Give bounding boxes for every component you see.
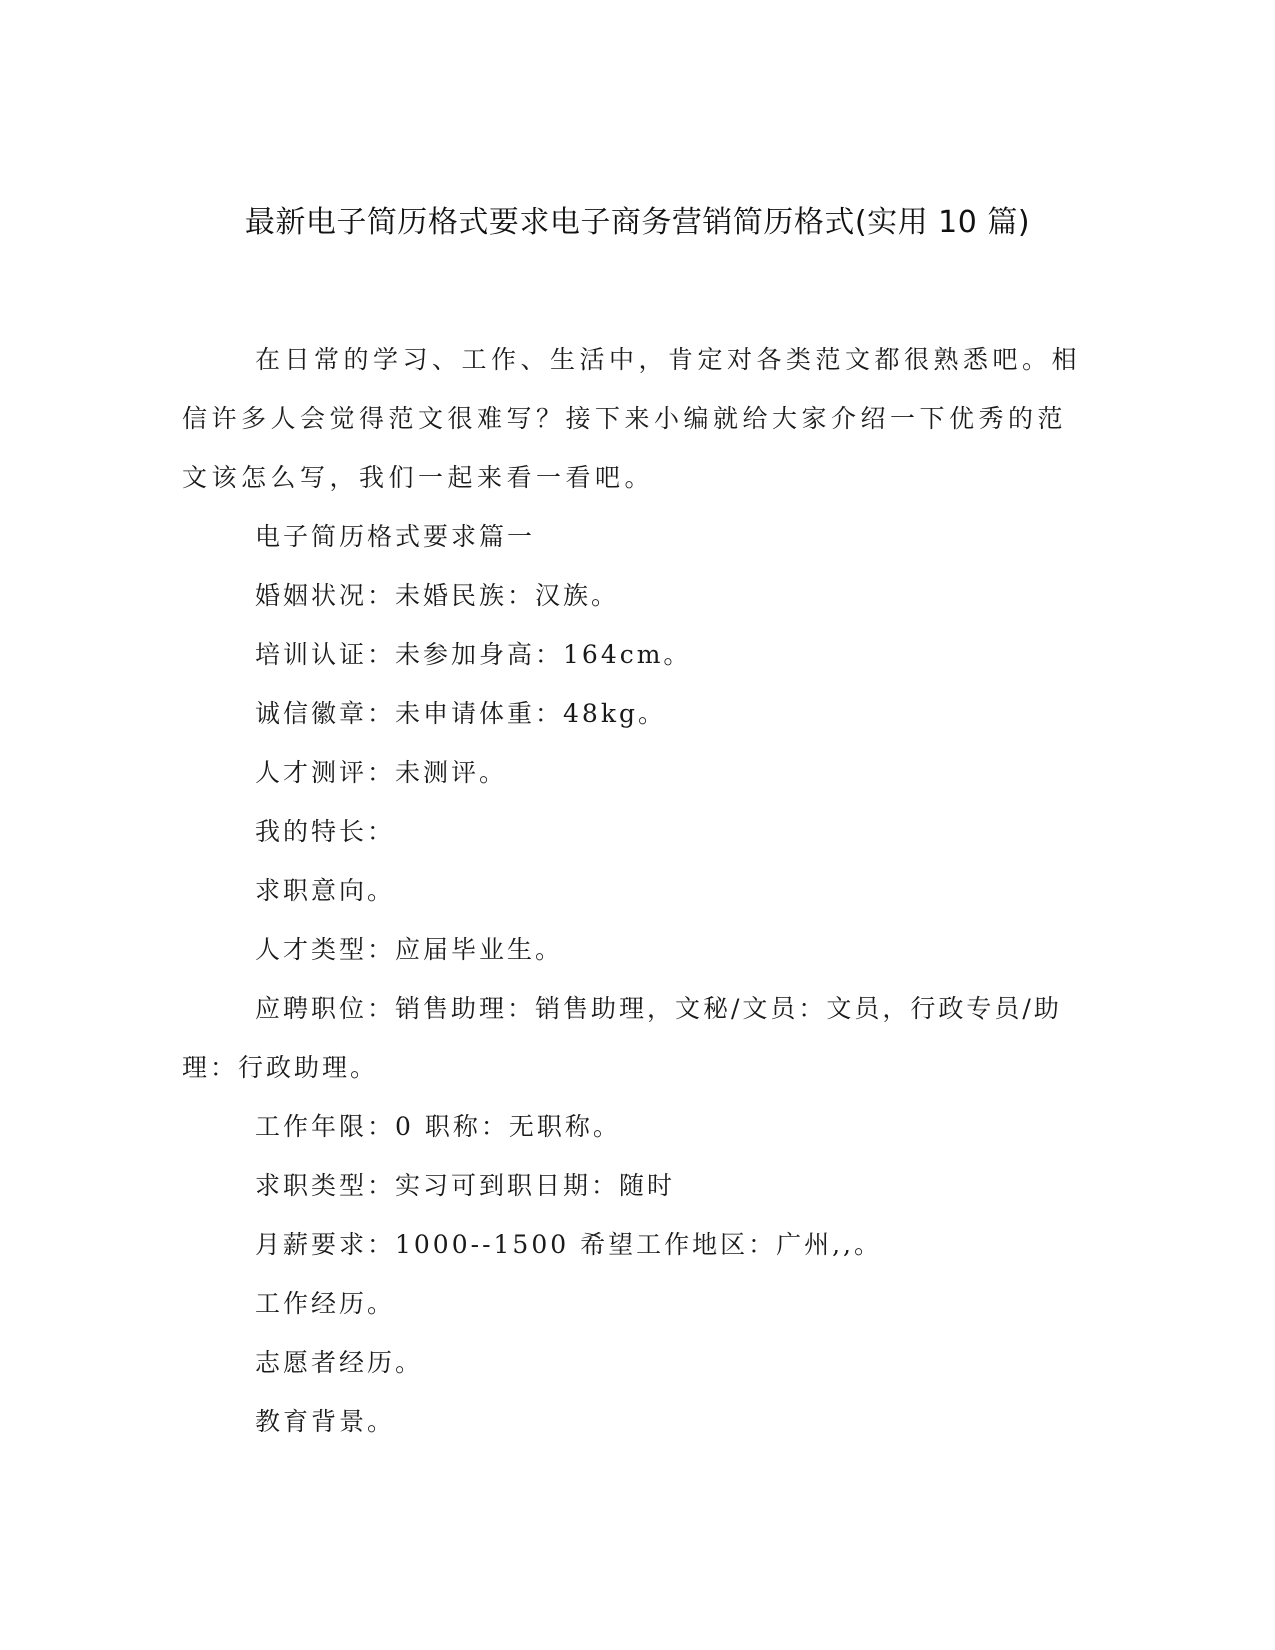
talent-type-line: 人才类型：应届毕业生。 [255,935,564,964]
document-body [182,330,1082,1451]
marital-status-line: 婚姻状况：未婚民族：汉族。 [255,581,620,610]
training-certification-line: 培训认证：未参加身高：164cm。 [255,640,692,669]
job-type-line: 求职类型：实习可到职日期：随时 [255,1171,676,1200]
education-background-line: 教育背景。 [255,1407,396,1436]
specialty-line: 我的特长： [255,817,396,846]
talent-assessment-line: 人才测评：未测评。 [255,758,508,787]
volunteer-experience-line: 志愿者经历。 [255,1348,424,1377]
section-heading: 电子简历格式要求篇一 [255,522,536,551]
work-experience-line: 工作经历。 [255,1289,396,1318]
job-intention-line: 求职意向。 [255,876,396,905]
work-years-line: 工作年限：0 职称：无职称。 [255,1112,621,1141]
salary-requirement-line: 月薪要求：1000--1500 希望工作地区：广州,,。 [255,1230,882,1259]
applied-position-line: 应聘职位：销售助理：销售助理，文秘/文员：文员，行政专员/助理：行政助理。 [182,994,1062,1082]
intro-paragraph: 在日常的学习、工作、生活中，肯定对各类范文都很熟悉吧。相信许多人会觉得范文很难写？接下来小编就给大家介绍一下优秀的范文该怎么写，我们一起来看一看吧。 [182,345,1082,492]
document-title: 最新电子简历格式要求电子商务营销简历格式(实用 10 篇) [244,205,1031,240]
integrity-badge-line: 诚信徽章：未申请体重：48kg。 [255,699,666,728]
